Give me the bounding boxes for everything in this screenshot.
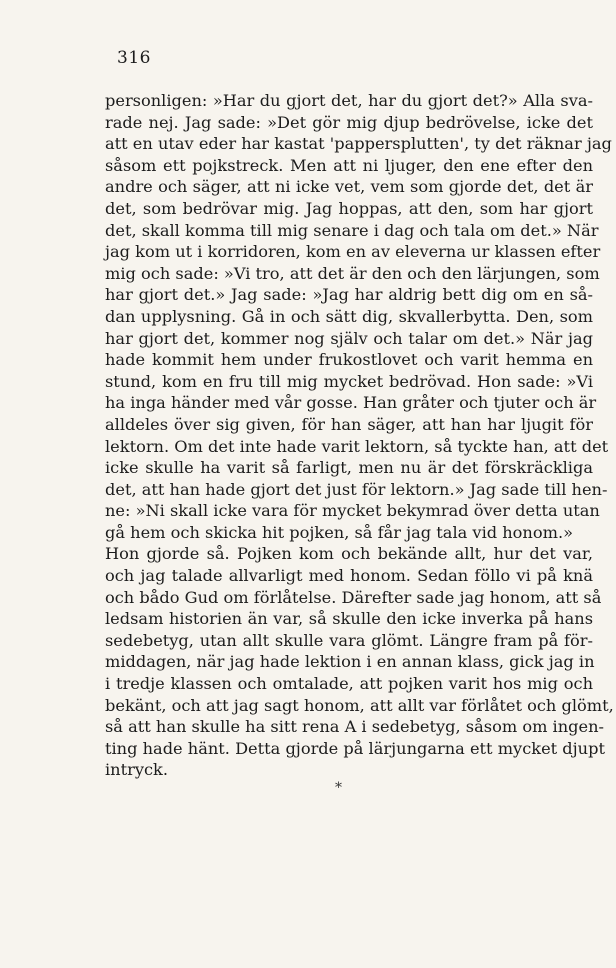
text-line: middagen, när jag hade lektion i en annan klass, gick jag in [105,652,595,672]
text-line: dan upplysning. Gå in och sätt dig, skvallerbytta. Den, som [105,306,593,326]
text-line: ting hade hänt. Detta gjorde på lärjungarna ett mycket djupt [105,738,605,758]
text-line: jag kom ut i korridoren, kom en av eleverna ur klassen efter [105,242,601,262]
text-line: lektorn. Om det inte hade varit lektorn, så tyckte han, att det [105,436,609,456]
page-number: 316 [117,48,151,68]
text-line: rade nej. Jag sade: »Det gör mig djup bedrövelse, icke det [105,112,593,132]
text-line: mig och sade: »Vi tro, att det är den och den lärjungen, som [105,263,600,283]
text-line: det, skall komma till mig senare i dag och tala om det.» När [105,220,599,240]
text-line: icke skulle ha varit så farligt, men nu är det förskräckliga [105,458,593,478]
text-line: intryck. [105,760,169,780]
text-line: har gjort det, kommer nog själv och talar om det.» När jag [105,328,593,348]
text-line: gå hem och skicka hit pojken, så får jag tala vid honom.» [105,522,573,542]
section-ornament: * [335,780,342,796]
text-line: har gjort det.» Jag sade: »Jag har aldrig bett dig om en så- [105,285,593,305]
text-line: att en utav eder har kastat 'pappersplutten', ty det räknar jag [105,134,612,154]
text-line: Hon gjorde så. Pojken kom och bekände allt, hur det var, [105,544,593,564]
text-line: ne: »Ni skall icke vara för mycket bekymrad över detta utan [105,501,600,521]
text-line: såsom ett pojkstreck. Men att ni ljuger, den ene efter den [105,155,593,175]
text-line: och jag talade allvarligt med honom. Sedan föllo vi på knä [105,566,593,586]
text-line: hade kommit hem under frukostlovet och varit hemma en [105,350,593,370]
text-line: ledsam historien än var, så skulle den icke inverka på hans [105,609,593,629]
text-line: det, som bedrövar mig. Jag hoppas, att den, som har gjort [105,198,593,218]
text-line: så att han skulle ha sitt rena A i sedebetyg, såsom om ingen- [105,717,604,737]
text-line: det, att han hade gjort det just för lektorn.» Jag sade till hen- [105,479,608,499]
text-line: andre och säger, att ni icke vet, vem som gjorde det, det är [105,177,593,197]
text-line: ha inga händer med vår gosse. Han gråter och tjuter och är [105,393,597,413]
text-line: och bådo Gud om förlåtelse. Därefter sade jag honom, att så [105,587,602,607]
text-line: sedebetyg, utan allt skulle vara glömt. Längre fram på för- [105,630,593,650]
text-line: bekänt, och att jag sagt honom, att allt var förlåtet och glömt, [105,695,614,715]
text-line: stund, kom en fru till mig mycket bedrövad. Hon sade: »Vi [105,371,593,391]
text-line: personligen: »Har du gjort det, har du gjort det?» Alla sva- [105,91,593,110]
body-text [105,90,614,781]
text-line: alldeles över sig given, för han säger, att han har ljugit för [105,414,593,434]
text-line: i tredje klassen och omtalade, att pojken varit hos mig och [105,674,593,694]
